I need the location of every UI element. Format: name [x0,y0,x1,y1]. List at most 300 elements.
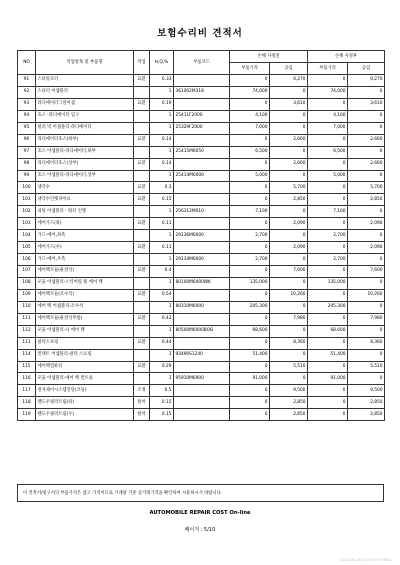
cell-code: 29136M6000 [174,230,230,242]
cell-code: 80100M6400WK [174,277,230,289]
cell-no: 115 [18,361,36,373]
table-row [18,373,385,385]
document-title: 보험수리비 견적서 [157,28,243,39]
cell-al: 0 [348,301,385,313]
table-row [18,397,385,409]
cell-item: 모듈 어셈블리-에어 백 컨트롤 [36,373,134,385]
cell-code: 93490S1240 [174,349,230,361]
cell-al: 2,660 [348,158,385,170]
cell-bp: 2,700 [230,254,270,266]
cell-bl: 5,510 [270,361,308,373]
cell-no: 112 [18,325,36,337]
cell-al: 3,610 [348,98,385,110]
header-hq: H,Q,% [150,51,174,75]
cell-hq: 1 [150,301,174,313]
cell-hq: 0.44 [150,337,174,349]
cell-ap: 0 [308,98,348,110]
cell-hq: 1 [150,86,174,98]
cell-item: 에어백모듈(운전석무릎) [36,313,134,325]
cell-ap: 205,300 [308,301,348,313]
footer-title: AUTOMOBILE REPAIR COST On-line [149,510,251,516]
cell-no: 103 [18,218,36,230]
cell-bl: 3,610 [270,98,308,110]
cell-no: 96 [18,134,36,146]
cell-bp: 74,000 [230,86,270,98]
cell-al: 0 [348,254,385,266]
cell-code [174,409,230,421]
cell-bp: 7,100 [230,206,270,218]
header-code: 부품코드 [174,51,230,75]
cell-code [174,134,230,146]
cell-code: 29134M6000 [174,254,230,266]
cell-hq: 0.29 [150,361,174,373]
cell-work [134,373,150,385]
cell-bp: 0 [230,361,270,373]
cell-hq: 1 [150,349,174,361]
cell-ap: 51,400 [308,349,348,361]
cell-no: 101 [18,194,36,206]
cell-al: 8,360 [348,337,385,349]
cell-bl: 2,660 [270,158,308,170]
cell-ap: 2,700 [308,230,348,242]
cell-bl: 2,090 [270,218,308,230]
cell-work: 교환 [134,194,150,206]
cell-item: 냉각수 [36,182,134,194]
cell-hq: 1 [150,110,174,122]
cell-work [134,122,150,134]
cell-hq: 0.11 [150,218,174,230]
cell-bp: 0 [230,194,270,206]
cell-ap: 5,000 [308,170,348,182]
cell-bp: 68,600 [230,325,270,337]
cell-code [174,182,230,194]
cell-bl: 0 [270,325,308,337]
cell-work [134,301,150,313]
cell-bp: 0 [230,98,270,110]
cell-ap: 0 [308,218,348,230]
cell-code: 25414M6000 [174,170,230,182]
table-row [18,206,385,218]
cell-code [174,242,230,254]
cell-work: 교환 [134,134,150,146]
cell-bp: 4,100 [230,110,270,122]
cell-bp: 0 [230,242,270,254]
cell-hq: 0.19 [150,98,174,110]
cell-al: 0 [348,170,385,182]
cell-work [134,277,150,289]
cell-code: 25411F2000 [174,110,230,122]
cell-work: 교환 [134,218,150,230]
page-number: 페이지 : 5/10 [184,527,216,533]
cell-ap: 7,100 [308,206,348,218]
cell-hq: 1 [150,122,174,134]
cell-code: 80500M6000BOB [174,325,230,337]
table-row [18,385,385,397]
cell-work: 교환 [134,242,150,254]
cell-bp: 0 [230,289,270,301]
cell-work [134,206,150,218]
estimate-table [17,50,385,421]
table-row [18,242,385,254]
cell-no: 105 [18,242,36,254]
cell-bl: 0 [270,277,308,289]
cell-code: 25329F2000 [174,122,230,134]
table-row [18,289,385,301]
cell-no: 107 [18,266,36,278]
cell-item: 가드-에어,좌측 [36,230,134,242]
cell-work: 탈착 [134,409,150,421]
cell-no: 104 [18,230,36,242]
cell-ap: 6,500 [308,146,348,158]
cell-code: 80310M6000 [174,301,230,313]
cell-no: 111 [18,313,36,325]
table-row [18,86,385,98]
cell-bp: 0 [230,337,270,349]
cell-bl: 2,090 [270,242,308,254]
cell-item: 에어백모듈(조수석) [36,289,134,301]
cell-item: 에어가드(좌) [36,218,134,230]
cell-bl: 0 [270,301,308,313]
cell-al: 7,980 [348,313,385,325]
cell-al: 0 [348,206,385,218]
cell-item: 호스 -라디에이터 입구 [36,110,134,122]
cell-ap: 0 [308,397,348,409]
cell-bl: 9,500 [270,385,308,397]
cell-hq: 1 [150,254,174,266]
cell-al: 0 [348,110,385,122]
cell-code [174,289,230,301]
cell-ap: 4,100 [308,110,348,122]
table-row [18,361,385,373]
cell-bl: 7,980 [270,313,308,325]
cell-bl: 10,260 [270,289,308,301]
cell-ap: 74,000 [308,86,348,98]
cell-hq: 1 [150,277,174,289]
cell-code: 95910M6900 [174,373,230,385]
cell-no: 113 [18,337,36,349]
header-before: 손해 사정전 [230,51,308,63]
cell-hq: 1 [150,170,174,182]
cell-no: 92 [18,86,36,98]
cell-bp: 0 [230,397,270,409]
cell-work: 교환 [134,158,150,170]
cell-hq: 0.14 [150,134,174,146]
cell-bl: 8,360 [270,337,308,349]
cell-code [174,98,230,110]
cell-hq: 1 [150,373,174,385]
cell-bl: 2,850 [270,194,308,206]
table-row [18,194,385,206]
cell-no: 95 [18,122,36,134]
cell-al: 5,510 [348,361,385,373]
cell-al: 2,850 [348,409,385,421]
cell-work: 교환 [134,337,150,349]
cell-al: 2,090 [348,218,385,230]
cell-ap: 2,700 [308,254,348,266]
cell-work: 교환 [134,266,150,278]
cell-al: 0 [348,86,385,98]
table-row [18,277,385,289]
cell-work [134,230,150,242]
cell-ap: 135,000 [308,277,348,289]
cell-ap: 0 [308,134,348,146]
cell-bl: 0 [270,206,308,218]
cell-al: 2,850 [348,194,385,206]
print-timestamp: 2023-06-13 14:05:35 570621 [340,558,392,562]
table-row [18,170,385,182]
cell-ap: 0 [308,385,348,397]
cell-hq: 0.4 [150,266,174,278]
cell-no: 110 [18,301,36,313]
cell-item: 호스 어셈블리-라디에이터,하부 [36,146,134,158]
table-row [18,409,385,421]
cell-no: 116 [18,373,36,385]
cell-no: 99 [18,170,36,182]
cell-work [134,146,150,158]
cell-bl: 7,600 [270,266,308,278]
cell-code [174,385,230,397]
cell-ap: 0 [308,242,348,254]
cell-work: 교환 [134,98,150,110]
cell-ap: 0 [308,75,348,87]
cell-hq: 1 [150,230,174,242]
cell-code [174,218,230,230]
cell-bl: 0 [270,122,308,134]
table-row [18,98,385,110]
cell-item: 클럭스프링 [36,337,134,349]
cell-no: 97 [18,146,36,158]
cell-hq: 0.5 [150,385,174,397]
cell-hq: 1 [150,325,174,337]
table-row [18,301,385,313]
cell-bp: 7,000 [230,122,270,134]
cell-bp: 0 [230,75,270,87]
cell-item: 에어가드(우) [36,242,134,254]
cell-bp: 0 [230,134,270,146]
cell-al: 10,260 [348,289,385,301]
table-row [18,266,385,278]
cell-al: 2,090 [348,242,385,254]
cell-work [134,254,150,266]
cell-bp: 91,000 [230,373,270,385]
cell-no: 109 [18,289,36,301]
cell-hq: 0.14 [150,158,174,170]
cell-no: 114 [18,349,36,361]
header-work: 작업 [134,51,150,75]
cell-hq: 0.15 [150,409,174,421]
cell-al: 2,660 [348,134,385,146]
header-item: 작업항목 및 부품명 [36,51,134,75]
table-row [18,110,385,122]
cell-no: 119 [18,409,36,421]
cell-item: 에어 백 어셈블리-조수석 [36,301,134,313]
cell-bp: 51,400 [230,349,270,361]
cell-item: 전자제어시스템진단(코딩) [36,385,134,397]
cell-bl: 0 [270,146,308,158]
cell-code [174,397,230,409]
cell-work [134,110,150,122]
cell-ap: 0 [308,266,348,278]
cell-bp: 5,000 [230,170,270,182]
cell-bl: 0 [270,254,308,266]
cell-item: 스타터 어셈블리 [36,86,134,98]
cell-bl: 2,660 [270,134,308,146]
cell-no: 93 [18,98,36,110]
cell-item: 라디에이터호스(하부) [36,134,134,146]
header-no: NO [18,51,36,75]
table-row [18,349,385,361]
cell-bp: 0 [230,182,270,194]
cell-work [134,86,150,98]
cell-item: 에어백모듈(운전석) [36,266,134,278]
cell-item: 모듈 어셈블리-스티어링 휠 에어 백 [36,277,134,289]
cell-al: 0,270 [348,75,385,87]
cell-bp: 6,500 [230,146,270,158]
cell-code [174,194,230,206]
table-row [18,146,385,158]
table-row [18,122,385,134]
cell-code [174,158,230,170]
cell-no: 118 [18,397,36,409]
cell-work [134,170,150,182]
cell-bp: 0 [230,266,270,278]
table-row [18,313,385,325]
cell-work: 교환 [134,313,150,325]
cell-al: 0 [348,230,385,242]
cell-code [174,361,230,373]
cell-code [174,313,230,325]
notice-text: 이 견적서/청구서의 부품가격은 참고 가격이므로 거래될 기준 실거래가격을 확인하여 사용하시기 바랍니다. [17,484,384,502]
cell-item: 필러 넥 어셈블리-라디에이터 [36,122,134,134]
cell-item: 라디에이터호스(상부) [36,158,134,170]
cell-item: 에어백컴퓨터 [36,361,134,373]
cell-ap: 68,600 [308,325,348,337]
cell-code [174,337,230,349]
table-row [18,182,385,194]
header-before-labor: 공임 [270,63,308,75]
cell-no: 102 [18,206,36,218]
cell-work: 조정 [134,385,150,397]
cell-no: 117 [18,385,36,397]
cell-item: 컨택트 어셈블리-클럭 스프링 [36,349,134,361]
table-row [18,230,385,242]
cell-hq: 0.42 [150,313,174,325]
cell-work: 탈착 [134,397,150,409]
cell-item: 라디에이터그릴어셈 [36,98,134,110]
cell-item: 피팅 어셈블리 - 워터 인렛 [36,206,134,218]
cell-al: 0 [348,277,385,289]
cell-bl: 0 [270,170,308,182]
cell-item: 스타팅모터 [36,75,134,87]
cell-hq: 0.11 [150,242,174,254]
cell-ap: 0 [308,182,348,194]
cell-bl: 0 [270,230,308,242]
cell-bl: 0 [270,349,308,361]
cell-bp: 0 [230,313,270,325]
cell-no: 98 [18,158,36,170]
cell-hq: 0.54 [150,289,174,301]
cell-al: 0 [348,349,385,361]
cell-hq: 0.15 [150,397,174,409]
cell-al: 7,600 [348,266,385,278]
cell-bl: 0 [270,110,308,122]
cell-ap: 0 [308,313,348,325]
cell-bp: 0 [230,158,270,170]
cell-no: 108 [18,277,36,289]
cell-work: 교환 [134,361,150,373]
cell-hq: 1 [150,206,174,218]
cell-code [174,75,230,87]
header-after-labor: 공임 [348,63,385,75]
cell-bl: 2,850 [270,397,308,409]
table-row [18,158,385,170]
cell-bp: 135,000 [230,277,270,289]
cell-bl: 2,850 [270,409,308,421]
cell-code: 361002M318 [174,86,230,98]
cell-work: 교환 [134,289,150,301]
cell-ap: 91,000 [308,373,348,385]
table-row [18,254,385,266]
cell-bl: 0 [270,373,308,385]
cell-al: 5,700 [348,182,385,194]
cell-no: 100 [18,182,36,194]
cell-al: 0 [348,146,385,158]
cell-bp: 2,700 [230,230,270,242]
cell-bl: 0,270 [270,75,308,87]
cell-al: 0 [348,325,385,337]
table-row [18,337,385,349]
cell-item: 펜도우필러트림(우) [36,409,134,421]
cell-bl: 5,700 [270,182,308,194]
cell-code: 25415M6050 [174,146,230,158]
cell-bp: 205,300 [230,301,270,313]
cell-hq: 0.15 [150,194,174,206]
cell-no: 106 [18,254,36,266]
cell-work: 교환 [134,182,150,194]
table-row [18,325,385,337]
cell-no: 91 [18,75,36,87]
cell-no: 94 [18,110,36,122]
cell-item: 모듈 어셈블리-니 에어 백 [36,325,134,337]
table-row [18,75,385,87]
cell-item: 펜도우필러트림(좌) [36,397,134,409]
cell-ap: 0 [308,194,348,206]
cell-work [134,349,150,361]
cell-item: 가드-에어,우측 [36,254,134,266]
cell-work [134,325,150,337]
cell-item: 냉각수인렛파이프 [36,194,134,206]
cell-ap: 0 [308,158,348,170]
cell-ap: 7,000 [308,122,348,134]
cell-hq: 1 [150,146,174,158]
cell-bp: 0 [230,385,270,397]
cell-al: 2,850 [348,397,385,409]
cell-al: 9,500 [348,385,385,397]
cell-ap: 0 [308,337,348,349]
cell-bp: 0 [230,218,270,230]
cell-hq: 0.33 [150,75,174,87]
cell-code: 256312M010 [174,206,230,218]
cell-al: 0 [348,122,385,134]
header-after: 손해 사정후 [308,51,385,63]
table-row [18,218,385,230]
cell-ap: 0 [308,361,348,373]
cell-ap: 0 [308,289,348,301]
cell-item: 호스 어셈블리-라디에이터,상부 [36,170,134,182]
cell-al: 0 [348,373,385,385]
cell-ap: 0 [308,409,348,421]
cell-bp: 0 [230,409,270,421]
